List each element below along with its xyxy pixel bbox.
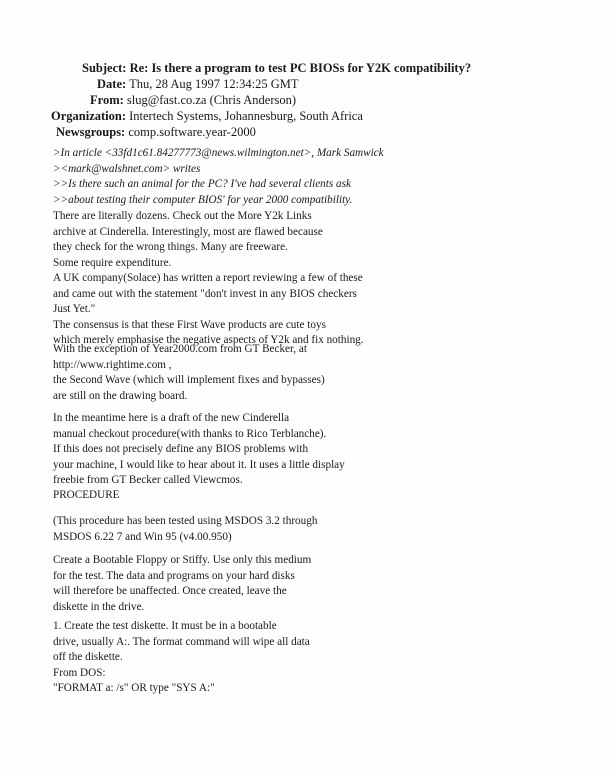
paragraph-meantime — [53, 411, 345, 489]
body-line: they check for the wrong things. Many are freeware. — [53, 241, 288, 253]
quote-line: >>Is there such an animal for the PC? I've had several clients ask — [53, 178, 351, 190]
body-line: In the meantime here is a draft of the new Cinderella — [53, 412, 290, 424]
body-line: PROCEDURE — [53, 489, 120, 501]
paragraph-step-one — [53, 619, 310, 697]
newsgroups-line — [56, 124, 256, 140]
body-line: will therefore be unaffected. Once created, leave the — [53, 585, 287, 597]
newsgroups-text: comp.software.year-2000 — [128, 125, 256, 139]
quote-line: >In article <33fd1c61.84277773@news.wilmington.net>, Mark Samwick — [53, 147, 384, 159]
body-line: From DOS: — [53, 666, 106, 679]
subject-line — [82, 60, 471, 76]
body-line: Just Yet." — [53, 303, 96, 315]
quote-line: >>about testing their computer BIOS' for year 2000 compatibility. — [53, 193, 353, 206]
body-line: archive at Cinderella. Interestingly, most are flawed because — [53, 225, 323, 238]
body-line: With the exception of Year2000.com from GT Becker, at — [53, 343, 307, 355]
paragraph-links — [53, 209, 364, 349]
body-line: for the test. The data and programs on your hard disks — [53, 569, 295, 582]
body-line: manual checkout procedure(with thanks to Rico Terblanche). — [53, 427, 327, 440]
body-line: the Second Wave (which will implement fixes and bypasses) — [53, 374, 325, 386]
subject-label: Subject: — [82, 61, 127, 75]
body-line: and came out with the statement "don't invest in any BIOS checkers — [53, 287, 357, 300]
organization-label: Organization: — [51, 109, 126, 123]
body-line: Create a Bootable Floppy or Stiffy. Use only this medium — [53, 554, 312, 566]
from-text: slug@fast.co.za (Chris Anderson) — [126, 93, 297, 107]
body-line: The consensus is that these First Wave products are cute toys — [53, 318, 326, 331]
body-line: "FORMAT a: /s" OR type "SYS A:" — [53, 682, 215, 694]
paragraph-exception — [53, 342, 325, 404]
body-line: 1. Create the test diskette. It must be in a bootable — [53, 620, 277, 632]
body-line: are still on the drawing board. — [53, 389, 188, 402]
body-line: diskette in the drive. — [53, 600, 145, 613]
body-line: (This procedure has been tested using MSDOS 3.2 through — [53, 515, 318, 527]
procedure-heading — [53, 488, 120, 504]
newsgroups-label: Newsgroups: — [56, 125, 126, 139]
body-line: MSDOS 6.22 7 and Win 95 (v4.00.950) — [53, 530, 232, 543]
body-line: your machine, I would like to hear about it. It uses a little display — [53, 458, 345, 471]
body-line: http://www.rightime.com , — [53, 358, 172, 371]
from-line — [90, 92, 296, 108]
paragraph-tested — [53, 514, 317, 545]
organization-line — [51, 108, 363, 124]
subject-text: Re: Is there a program to test PC BIOSs for Y2K compatibility? — [129, 61, 472, 75]
body-line: which merely emphasise the negative aspects of Y2k and fix nothing. — [53, 334, 364, 346]
from-label: From: — [90, 93, 124, 107]
paragraph-bootable-floppy — [53, 553, 311, 615]
body-line: off the diskette. — [53, 651, 123, 663]
date-text: Thu, 28 Aug 1997 12:34:25 GMT — [129, 77, 299, 91]
quote-line: ><mark@walshnet.com> writes — [53, 162, 201, 175]
body-line: freebie from GT Becker called Viewcmos. — [53, 474, 243, 486]
body-line: There are literally dozens. Check out the More Y2k Links — [53, 210, 312, 222]
body-line: drive, usually A:. The format command will wipe all data — [53, 635, 310, 648]
date-label: Date: — [97, 77, 127, 91]
body-line: A UK company(Solace) has written a report reviewing a few of these — [53, 272, 363, 284]
body-line: Some require expenditure. — [53, 256, 172, 269]
body-line: If this does not precisely define any BIOS problems with — [53, 443, 309, 455]
quoted-message — [53, 146, 384, 208]
organization-text: Intertech Systems, Johannesburg, South Africa — [129, 109, 363, 123]
date-line — [97, 76, 299, 92]
